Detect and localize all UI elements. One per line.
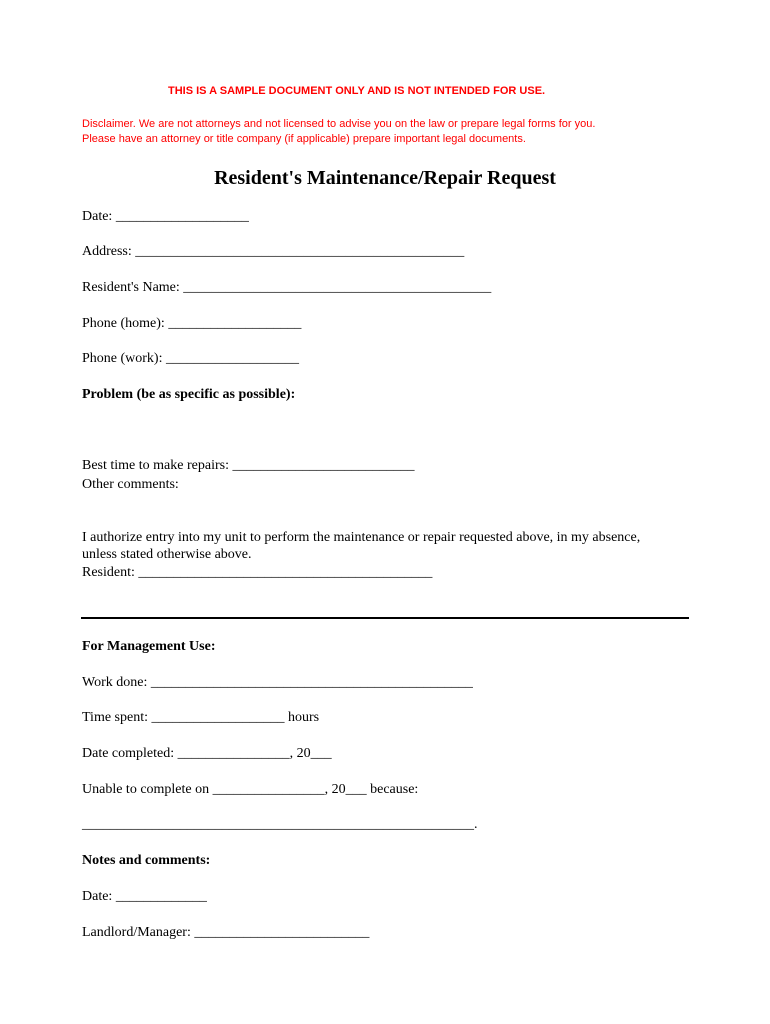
notes-date-field: Date: _____________ [82,889,207,904]
because-line: ________________________________________________________. [82,817,478,832]
other-comments-label: Other comments: [82,477,179,492]
resident-signature-field: Resident: __________________________________________ [82,565,433,580]
address-field: Address: _______________________________________________ [82,244,465,259]
page-title: Resident's Maintenance/Repair Request [214,167,556,189]
disclaimer-line-1: Disclaimer. We are not attorneys and not licensed to advise you on the law or prepare legal forms for you. [82,118,596,130]
phone-work-field: Phone (work): ___________________ [82,351,299,366]
management-heading: For Management Use: [82,639,216,654]
date-completed-field: Date completed: ________________, 20___ [82,746,332,761]
landlord-manager-field: Landlord/Manager: _________________________ [82,925,370,940]
section-divider [81,617,689,619]
resident-name-field: Resident's Name: ____________________________________________ [82,280,492,295]
best-time-field: Best time to make repairs: __________________________ [82,458,415,473]
phone-home-field: Phone (home): ___________________ [82,316,302,331]
unable-to-complete-field: Unable to complete on ________________, 20___ because: [82,782,419,797]
authorization-line-1: I authorize entry into my unit to perform the maintenance or repair requested above, in my absence, [82,530,641,545]
problem-heading: Problem (be as specific as possible): [82,387,296,402]
authorization-line-2: unless stated otherwise above. [82,547,252,562]
date-field: Date: ___________________ [82,209,249,224]
disclaimer-line-2: Please have an attorney or title company (if applicable) prepare important legal documents. [82,133,526,145]
work-done-field: Work done: ______________________________________________ [82,675,473,690]
sample-notice: THIS IS A SAMPLE DOCUMENT ONLY AND IS NOT INTENDED FOR USE. [168,85,546,97]
notes-heading: Notes and comments: [82,853,211,868]
time-spent-field: Time spent: ___________________ hours [82,710,320,725]
